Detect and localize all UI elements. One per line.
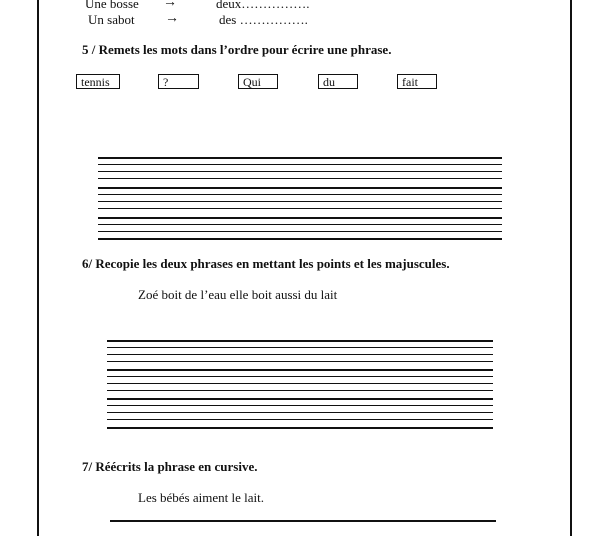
word-box-question-mark: ? bbox=[158, 74, 199, 89]
writing-line bbox=[107, 340, 493, 342]
writing-line bbox=[98, 171, 502, 172]
writing-line bbox=[107, 361, 493, 362]
writing-line bbox=[107, 390, 493, 391]
writing-line bbox=[98, 231, 502, 232]
writing-line bbox=[98, 224, 502, 225]
writing-line bbox=[98, 187, 502, 189]
ex4-word-2: Un sabot bbox=[88, 12, 135, 27]
ex6-title: 6/ Recopie les deux phrases en mettant les points et les majuscules. bbox=[82, 256, 450, 271]
word-box-du: du bbox=[318, 74, 358, 89]
writing-line bbox=[98, 178, 502, 179]
writing-line bbox=[98, 157, 502, 159]
arrow-icon: → bbox=[165, 11, 179, 26]
ex4-answer-2: des ……………. bbox=[219, 12, 308, 27]
writing-line bbox=[98, 238, 502, 240]
writing-line bbox=[107, 427, 493, 429]
writing-line bbox=[98, 194, 502, 195]
ex7-sentence: Les bébés aiment le lait. bbox=[138, 490, 264, 505]
ex4-answer-1: deux……………. bbox=[216, 0, 310, 11]
ex7-title: 7/ Réécrits la phrase en cursive. bbox=[82, 459, 258, 474]
word-box-qui: Qui bbox=[238, 74, 278, 89]
writing-line bbox=[98, 164, 502, 165]
ex4-word-1: Une bosse bbox=[85, 0, 139, 11]
ex5-title: 5 / Remets les mots dans l’ordre pour écrire une phrase. bbox=[82, 42, 392, 57]
writing-line bbox=[110, 520, 496, 522]
writing-line bbox=[107, 376, 493, 377]
writing-line bbox=[107, 405, 493, 406]
ex6-sentence: Zoé boit de l’eau elle boit aussi du lait bbox=[138, 287, 338, 302]
word-box-tennis: tennis bbox=[76, 74, 120, 89]
word-box-fait: fait bbox=[397, 74, 437, 89]
writing-line bbox=[107, 369, 493, 371]
writing-line bbox=[107, 347, 493, 348]
writing-line bbox=[98, 201, 502, 202]
writing-line bbox=[107, 398, 493, 400]
writing-line bbox=[107, 419, 493, 420]
arrow-icon: → bbox=[163, 0, 177, 10]
writing-line bbox=[107, 354, 493, 355]
writing-line bbox=[98, 217, 502, 219]
writing-line bbox=[107, 383, 493, 384]
writing-line bbox=[107, 412, 493, 413]
writing-line bbox=[98, 208, 502, 209]
